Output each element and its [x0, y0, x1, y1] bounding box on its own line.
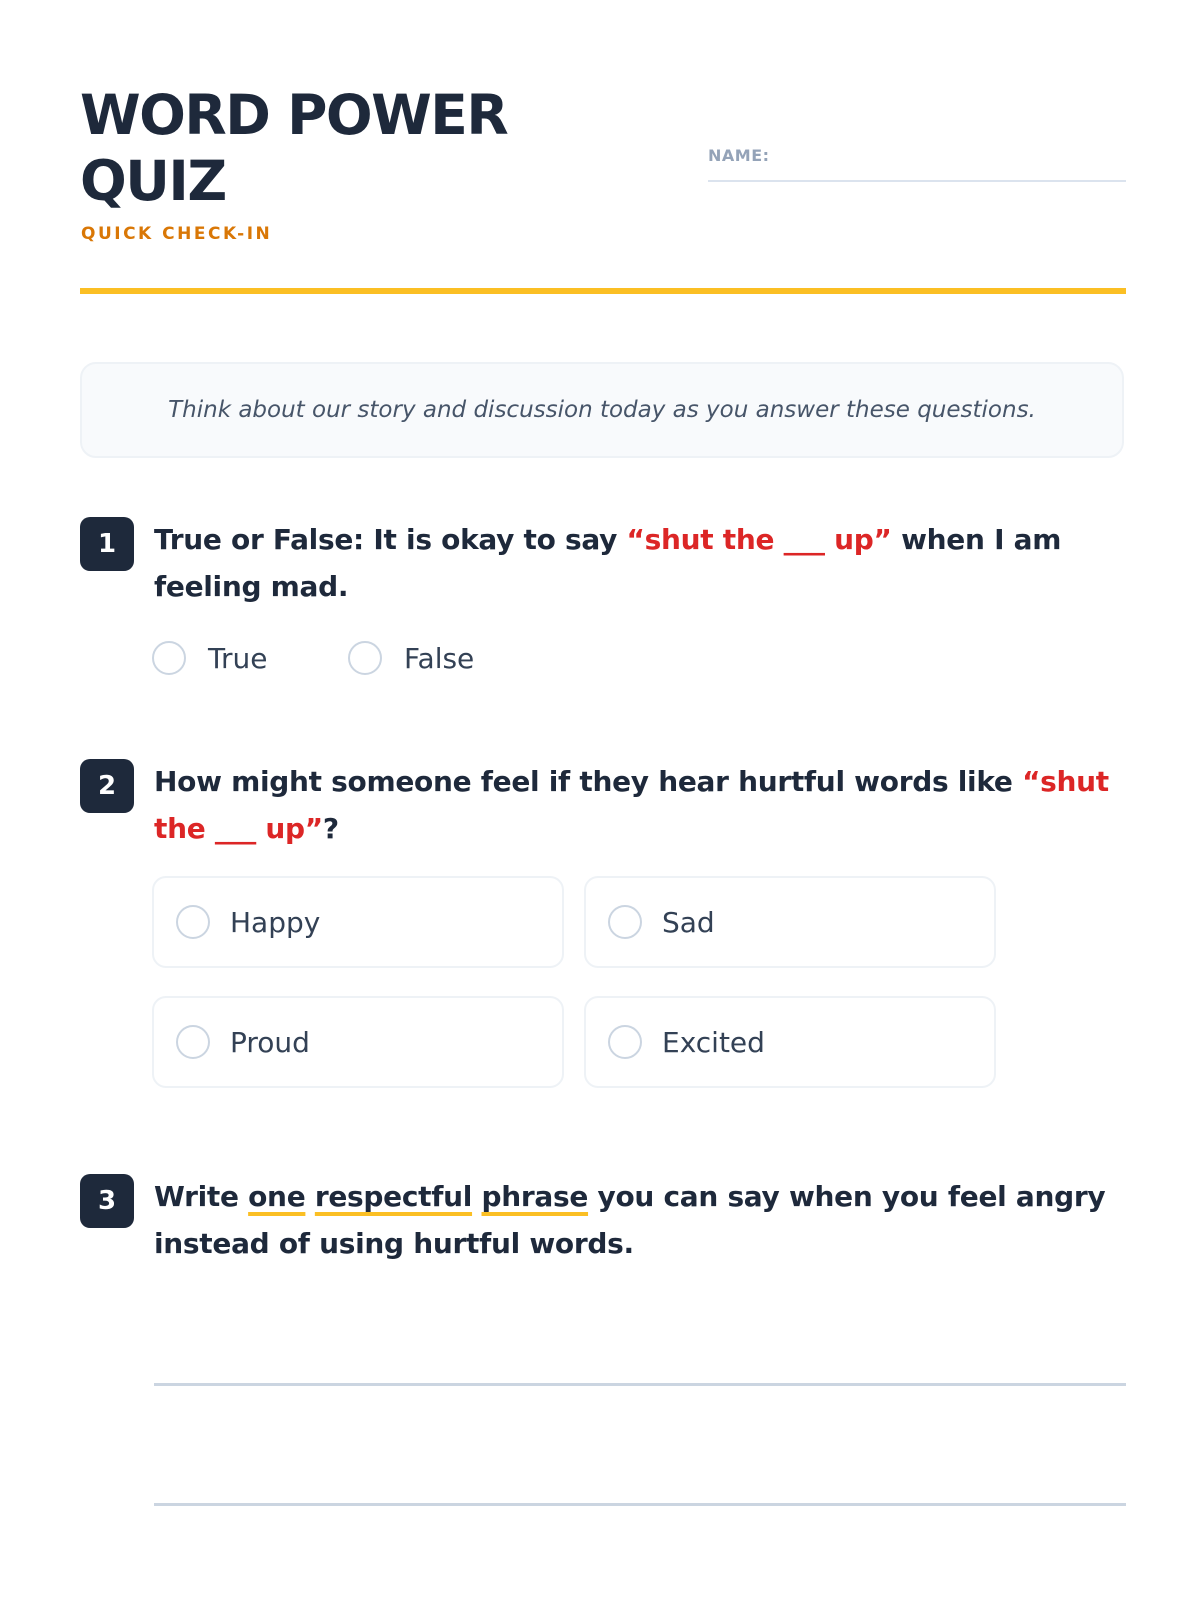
answer-line[interactable]	[154, 1383, 1126, 1386]
option-label: False	[404, 641, 475, 675]
radio-button[interactable]	[608, 1025, 642, 1059]
option-label: Excited	[662, 1025, 765, 1059]
question-text	[154, 516, 1126, 610]
highlighted-phrase: “shut the ___ up”	[154, 765, 1109, 845]
radio-button[interactable]	[152, 641, 186, 675]
option-card-proud[interactable]	[152, 996, 564, 1088]
option-card-happy[interactable]	[152, 876, 564, 968]
question-number-badge: 3	[80, 1174, 134, 1228]
underlined-word: phrase	[481, 1180, 589, 1213]
question-text-part: you can say when you feel angry instead of using hurtful words.	[154, 1180, 1106, 1260]
radio-button[interactable]	[348, 641, 382, 675]
underlined-word: one	[248, 1180, 306, 1213]
highlighted-phrase: “shut the ___ up”	[626, 523, 892, 556]
question-number-badge: 2	[80, 759, 134, 813]
option-label: Happy	[230, 905, 321, 939]
option-false[interactable]	[348, 638, 474, 678]
question-text-part: ?	[322, 812, 339, 845]
option-label: Sad	[662, 905, 715, 939]
question-text	[154, 1173, 1126, 1267]
radio-button[interactable]	[608, 905, 642, 939]
question-text-part: True or False: It is okay to say	[154, 523, 627, 556]
option-label: True	[208, 641, 268, 675]
option-true[interactable]	[152, 638, 267, 678]
option-card-excited[interactable]	[584, 996, 996, 1088]
question-text	[154, 758, 1126, 852]
page-subtitle: QUICK CHECK-IN	[81, 224, 273, 244]
quiz-page	[80, 0, 1120, 1600]
instructions-text: Think about our story and discussion today as you answer these questions.	[168, 397, 1036, 423]
answer-line[interactable]	[154, 1503, 1126, 1506]
header-divider	[80, 288, 1126, 294]
question-text-part: Write	[154, 1180, 249, 1213]
question-text-part: How might someone feel if they hear hurtful words like	[154, 765, 1023, 798]
radio-button[interactable]	[176, 1025, 210, 1059]
underlined-word: respectful	[314, 1180, 473, 1213]
name-field[interactable]	[708, 146, 1126, 182]
page-title: WORD POWER QUIZ	[80, 83, 508, 213]
option-label: Proud	[230, 1025, 310, 1059]
question-number-badge: 1	[80, 517, 134, 571]
name-label: NAME:	[708, 146, 770, 165]
question-text-part: when I am feeling mad.	[154, 523, 1062, 603]
instructions-box	[80, 362, 1124, 458]
option-card-sad[interactable]	[584, 876, 996, 968]
radio-button[interactable]	[176, 905, 210, 939]
